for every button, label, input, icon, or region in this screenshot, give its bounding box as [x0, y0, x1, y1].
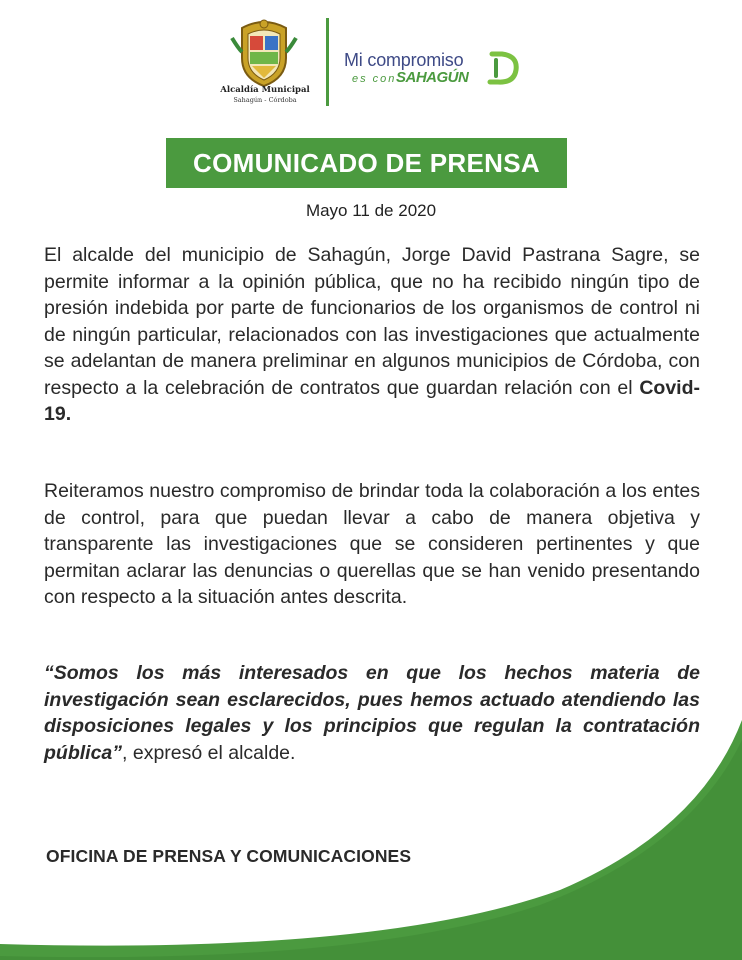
header	[0, 0, 742, 120]
crest-subtitle: Sahagún - Córdoba	[233, 96, 297, 104]
paragraph-1	[44, 242, 700, 428]
paragraph-1-bold: Covid-19.	[44, 376, 700, 425]
green-d-swoosh-icon	[486, 50, 520, 86]
municipal-coat-of-arms-icon	[228, 18, 300, 88]
page-title: COMUNICADO DE PRENSA	[193, 147, 540, 178]
slogan-brand: SAHAGÚN	[396, 69, 469, 86]
press-release-title-banner	[166, 138, 567, 188]
crest-title: Alcaldía Municipal	[220, 85, 310, 95]
quote-attribution: , expresó el alcalde.	[122, 741, 296, 764]
paragraph-2: Reiteramos nuestro compromiso de brindar toda la colaboración a los entes de control, para que puedan llevar a cabo de manera objetiva y transparente las investigaciones que se consideren pertinentes y que permitan aclarar las denuncias o querellas que se han venido presentando con respecto a la situación antes descrita.	[44, 480, 700, 608]
header-divider	[326, 18, 329, 106]
press-office-signature: OFICINA DE PRENSA Y COMUNICACIONES	[46, 846, 412, 866]
mayor-quote: “Somos los más interesados en que los hechos materia de investigación sean esclarecidos, pues hemos actuado atendiendo las disposiciones legales y los principios que regulan la contratación pública”	[44, 662, 700, 764]
slogan-line-2: es con	[352, 73, 397, 85]
slogan-line-1: Mi compromiso	[344, 50, 464, 70]
footer-wave-decoration	[0, 720, 742, 960]
release-date: Mayo 11 de 2020	[305, 201, 437, 220]
paragraph-1-text: El alcalde del municipio de Sahagún, Jorge David Pastrana Sagre, se permite informar a la opinión pública, que no ha recibido ningún tipo de presión indebida por parte de funcionarios de los organismos de control ni de ningún particular, relacionados con las investigaciones que actualmente se adelantan de manera preliminar en algunos municipios de Córdoba, con respecto a la celebración de contratos que guardan relación con el	[44, 244, 700, 399]
